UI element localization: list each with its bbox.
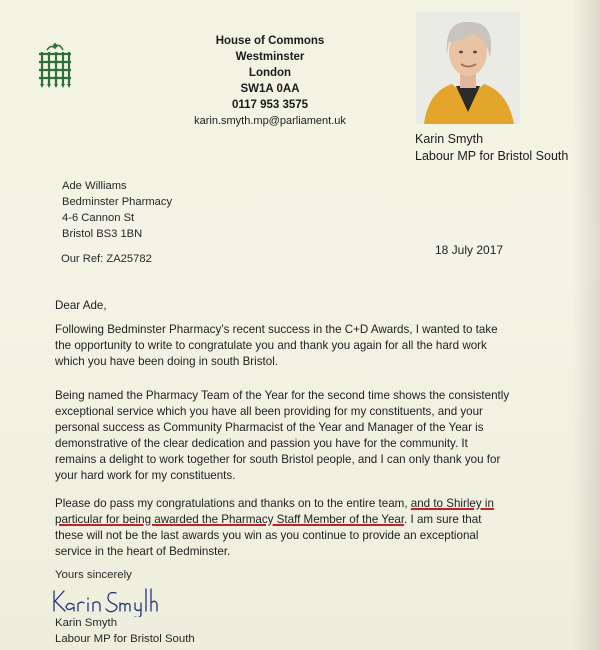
our-reference: Our Ref: ZA25782	[61, 253, 152, 265]
closing: Yours sincerely	[55, 569, 132, 581]
address-postcode: SW1A 0AA	[240, 83, 300, 95]
signoff-name: Karin Smyth	[55, 617, 118, 629]
handwritten-signature	[50, 583, 170, 617]
signoff-block	[55, 615, 195, 647]
address-phone: 0117 953 3575	[231, 99, 309, 111]
paragraph-3-end: . I am sure that these will not be the last awards you win as you continue to provide an exceptional service in the heart of Bedminster.	[55, 513, 482, 558]
recipient-city: Bristol BS3 1BN	[62, 228, 143, 240]
letterhead-address	[170, 33, 370, 129]
address-line-2: Westminster	[235, 51, 305, 63]
paragraph-1: Following Bedminster Pharmacy’s recent success in the C+D Awards, I wanted to take the opportunity to write to congratulate you and thank you again for all the hard work which you have been doing in south Bristol.	[55, 323, 498, 368]
recipient-organisation: Bedminster Pharmacy	[62, 196, 173, 208]
recipient-name: Ade Williams	[62, 180, 127, 192]
paper-edge-shadow	[572, 0, 600, 650]
paragraph-3-start: Please do pass my congratulations and thanks on to the entire team,	[55, 497, 411, 510]
recipient-address	[62, 178, 172, 242]
letter-date: 18 July 2017	[435, 243, 504, 257]
portcullis-logo-icon	[34, 42, 76, 90]
paragraph-2: Being named the Pharmacy Team of the Year for the second time shows the consistently exceptional service which you have all been providing for my constituents, and your personal success as Community Pharmacist of the Year and Manager of the Year is demonstrative of the clear dedication and passion you have for the community. It remains a delight to work together for south Bristol people, and I can only thank you for your hard work for my constituents.	[55, 389, 510, 482]
mp-title: Labour MP for Bristol South	[415, 149, 569, 163]
address-email: karin.smyth.mp@parliament.uk	[194, 115, 346, 127]
address-line-3: London	[248, 67, 292, 79]
underlined-highlight: and to Shirley in particular for being awarded the Pharmacy Staff Member of the Year	[55, 497, 494, 526]
salutation: Dear Ade,	[55, 299, 107, 312]
address-line-1: House of Commons	[215, 35, 325, 47]
mp-name-block	[415, 131, 568, 165]
recipient-street: 4-6 Cannon St	[62, 212, 135, 224]
paragraph-3	[55, 496, 495, 560]
mp-name: Karin Smyth	[415, 132, 484, 146]
mp-portrait-photo	[416, 12, 520, 124]
signoff-title: Labour MP for Bristol South	[55, 633, 195, 645]
